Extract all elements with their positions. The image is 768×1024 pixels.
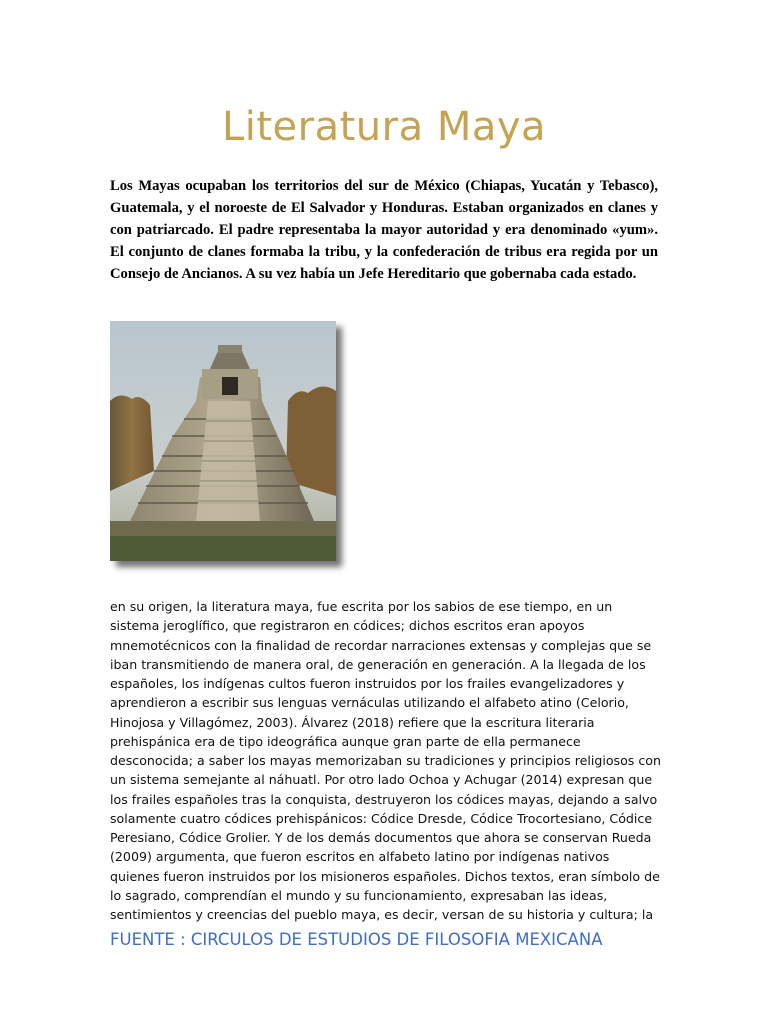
maya-pyramid-photo — [110, 321, 336, 561]
intro-paragraph: Los Mayas ocupaban los territorios del sur de México (Chiapas, Yucatán y Tebasco), Guatemala, y el noroeste de El Salvador y Honduras. Estaban organizados en clanes y con patriarcado. El padre representaba la mayor autoridad y era denominado «yum». El conjunto de clanes formaba la tribu, y la confederación de tribus era regida por un Consejo de Ancianos. A su vez había un Jefe Hereditario que gobernaba cada estado. — [110, 178, 658, 282]
source-caption: FUENTE : CIRCULOS DE ESTUDIOS DE FILOSOFIA MEXICANA — [110, 930, 603, 949]
page-title: Literatura Maya — [221, 104, 547, 150]
body-paragraph: en su origen, la literatura maya, fue escrita por los sabios de ese tiempo, en un sistema jeroglífico, que registraron en códices; dichos escritos eran apoyos mnemotécnicos con la finalidad de recordar narraciones extensas y complejas que se iban transmitiendo de manera oral, de generación en generación. A la llegada de los españoles, los indígenas cultos fueron instruidos por los frailes evangelizadores y aprendieron a escribir sus lenguas vernáculas utilizando el alfabeto atino (Celorio, Hinojosa y Villagómez, 2003). Álvarez (2018) refiere que la escritura literaria prehispánica era de tipo ideográfica aunque gran parte de ella permanece desconocida; a saber los mayas memorizaban su tradiciones y principios religiosos con un sistema semejante al náhuatl. Por otro lado Ochoa y Achugar (2014) expresan que los frailes españoles tras la conquista, destruyeron los códices mayas, dejando a salvo solamente cuatro códices prehispánicos: Códice Dresde, Códice Trocortesiano, Códice Peresiano, Códice Grolier. Y de los demás documentos que ahora se conservan Rueda (2009) argumenta, que fueron escritos en alfabeto latino por indígenas nativos quienes fueron instruidos por los misioneros españoles. Dichos textos, eran símbolo de lo sagrado, comprendían el mundo y su funcionamiento, expresaban las ideas, sentimientos y creencias del pueblo maya, es decir, versan de su historia y cultura; la — [110, 599, 661, 922]
